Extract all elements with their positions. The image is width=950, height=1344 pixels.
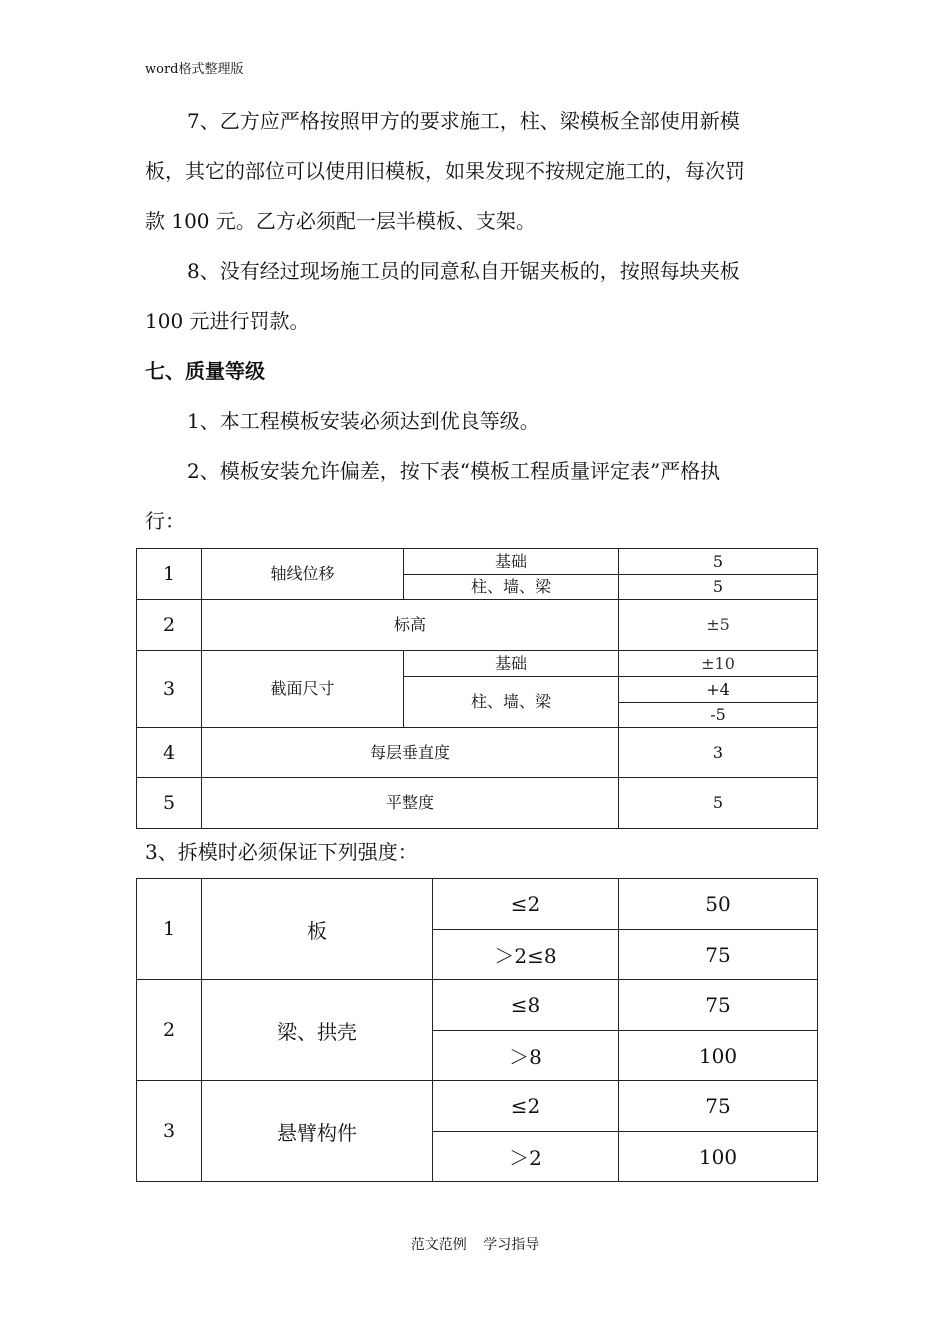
span-condition: ＞8: [433, 1031, 619, 1081]
sub-item: 柱、墙、梁: [404, 575, 619, 600]
span-condition: ≤8: [433, 980, 619, 1031]
strength-percent: 75: [619, 1081, 818, 1132]
item-name: 平整度: [202, 778, 619, 829]
item-name: 每层垂直度: [202, 728, 619, 778]
tolerance-value: 5: [619, 778, 818, 829]
paragraph-line: 8、没有经过现场施工员的同意私自开锯夹板的，按照每块夹板: [187, 259, 740, 283]
row-number: 5: [137, 778, 202, 829]
strength-percent: 100: [619, 1031, 818, 1081]
member-type: 梁、拱壳: [202, 980, 433, 1081]
span-condition: ≤2: [433, 879, 619, 930]
item-name: 标高: [202, 600, 619, 651]
tolerance-value: -5: [619, 703, 818, 728]
page-header: word格式整理版: [145, 62, 244, 77]
row-number: 1: [137, 879, 202, 980]
strength-percent: 50: [619, 879, 818, 930]
strength-percent: 100: [619, 1132, 818, 1182]
span-condition: ＞2≤8: [433, 930, 619, 980]
row-number: 3: [137, 651, 202, 728]
item-name: 截面尺寸: [202, 651, 404, 728]
member-type: 悬臂构件: [202, 1081, 433, 1182]
quality-item-2: [145, 446, 820, 546]
sub-item: 基础: [404, 651, 619, 677]
paragraph-7: [145, 96, 820, 246]
paragraph-line: 7、乙方应严格按照甲方的要求施工，柱、梁模板全部使用新模: [187, 109, 740, 133]
page-footer: [0, 1234, 950, 1254]
sub-item: 柱、墙、梁: [404, 677, 619, 728]
paragraph-8: [145, 246, 820, 346]
row-number: 2: [137, 980, 202, 1081]
quality-item-1: 1、本工程模板安装必须达到优良等级。: [187, 409, 540, 433]
row-number: 3: [137, 1081, 202, 1182]
span-condition: ＞2: [433, 1132, 619, 1182]
row-number: 1: [137, 549, 202, 600]
tolerance-value: 3: [619, 728, 818, 778]
tolerance-value: ±5: [619, 600, 818, 651]
tolerance-value: 5: [619, 549, 818, 575]
item-name: 轴线位移: [202, 549, 404, 600]
tolerance-value: 5: [619, 575, 818, 600]
strength-percent: 75: [619, 930, 818, 980]
tolerance-value: ±10: [619, 651, 818, 677]
row-number: 4: [137, 728, 202, 778]
footer-left-text: 范文范例: [410, 1237, 467, 1253]
footer-right-text: 学习指导: [483, 1237, 540, 1253]
section-heading: 七、质量等级: [145, 359, 265, 383]
sub-item: 基础: [404, 549, 619, 575]
paragraph-line: 款 100 元。乙方必须配一层半模板、支架。: [145, 209, 536, 233]
paragraph-line: 板，其它的部位可以使用旧模板，如果发现不按规定施工的，每次罚: [145, 159, 745, 183]
paragraph-line: 行：: [145, 509, 185, 533]
row-number: 2: [137, 600, 202, 651]
span-condition: ≤2: [433, 1081, 619, 1132]
member-type: 板: [202, 879, 433, 980]
paragraph-line: 100 元进行罚款。: [145, 309, 310, 333]
quality-item-3: 3、拆模时必须保证下列强度：: [145, 840, 418, 864]
demolding-strength-table: [136, 878, 818, 1182]
strength-percent: 75: [619, 980, 818, 1031]
formwork-tolerance-table: [136, 548, 818, 829]
paragraph-line: 2、模板安装允许偏差，按下表“模板工程质量评定表”严格执: [187, 459, 721, 483]
tolerance-value: +4: [619, 677, 818, 703]
